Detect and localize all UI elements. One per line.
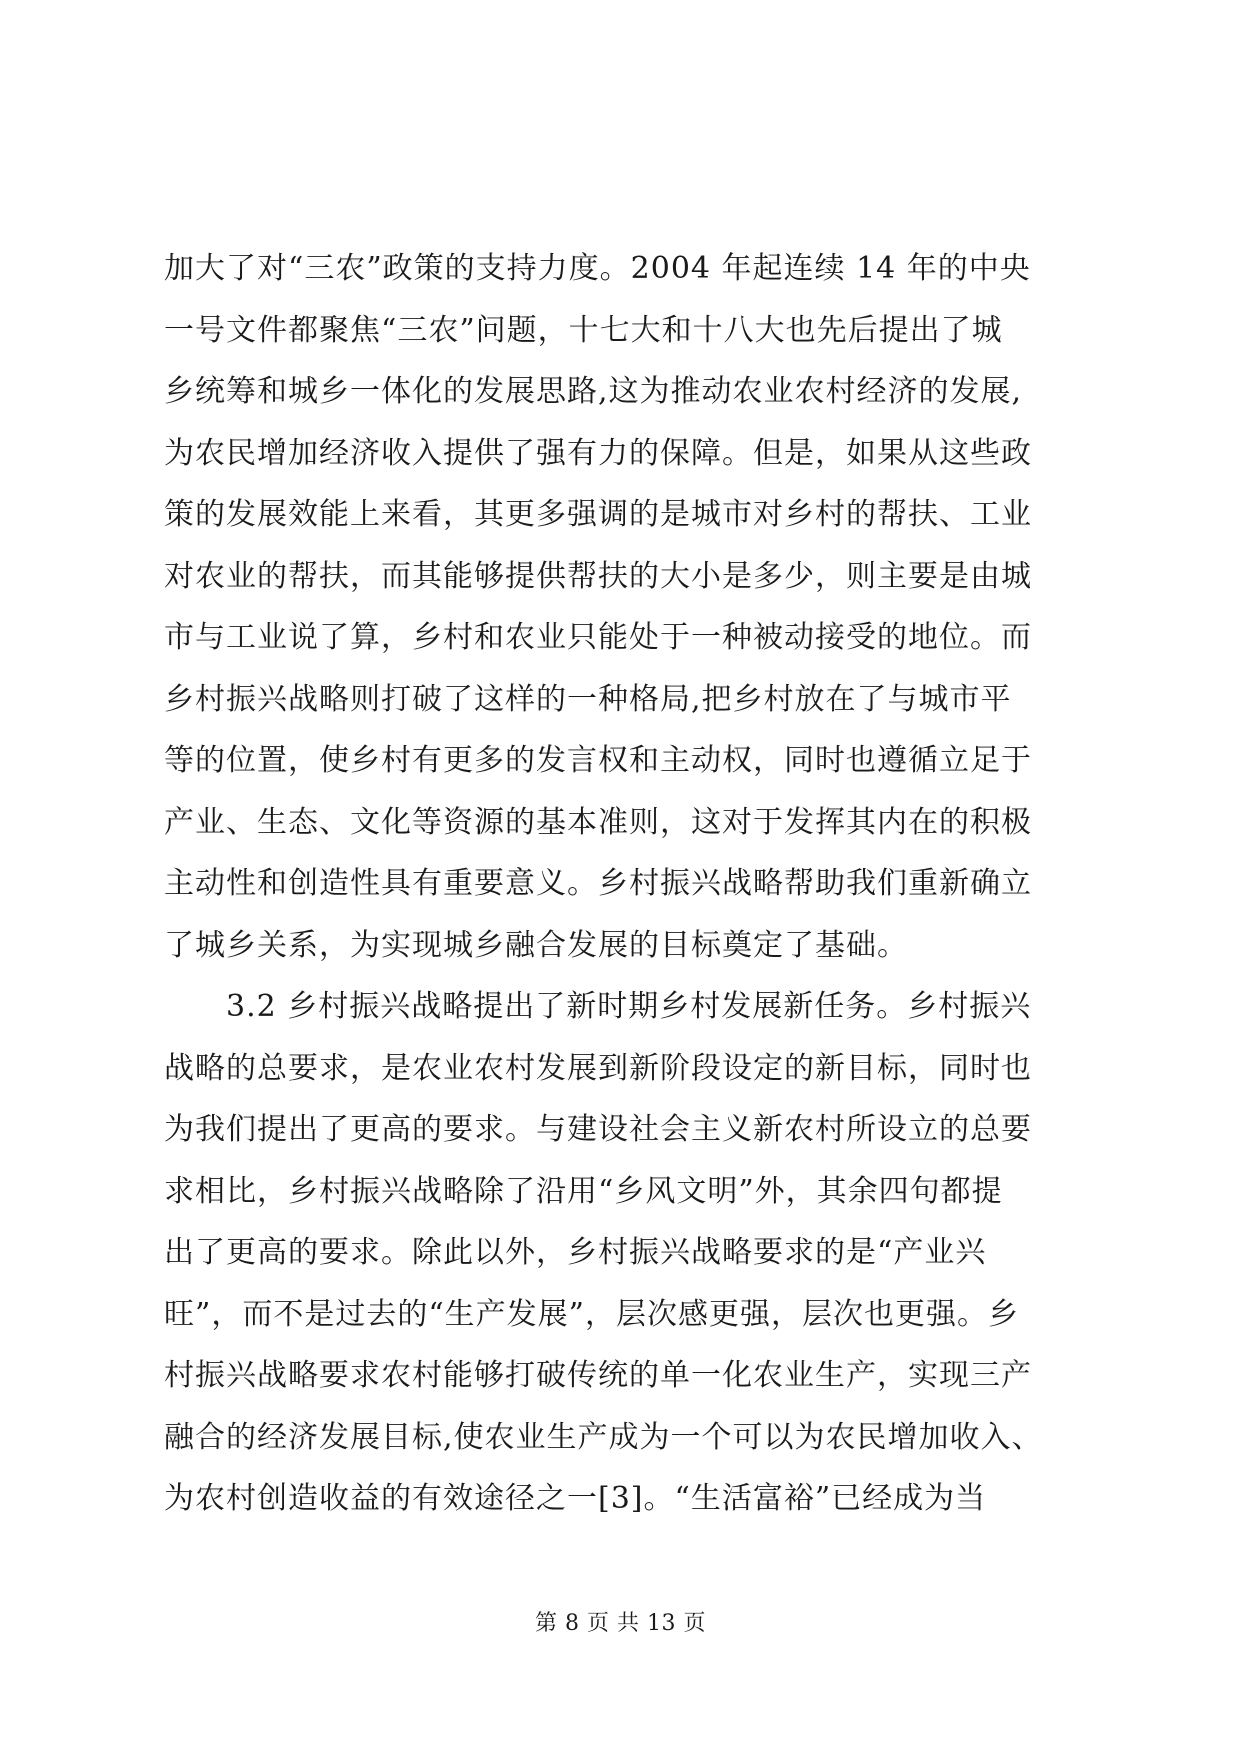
text-line: 为我们提出了更高的要求。与建设社会主义新农村所设立的总要	[164, 1112, 1032, 1147]
text-line: 融合的经济发展目标,使农业生产成为一个可以为农民增加收入、	[164, 1419, 1043, 1455]
text-line: 战略的总要求，是农业农村发展到新阶段设定的新目标，同时也	[164, 1050, 1032, 1086]
text-line: 为农村创造收益的有效途径之一[3]。“生活富裕”已经成为当	[164, 1481, 987, 1516]
text-line: 为农民增加经济收入提供了强有力的保障。但是，如果从这些政	[164, 435, 1032, 471]
text-line: 出了更高的要求。除此以外，乡村振兴战略要求的是“产业兴	[164, 1235, 987, 1270]
body-text	[164, 238, 1124, 1530]
text-line: 对农业的帮扶，而其能够提供帮扶的大小是多少，则主要是由城	[164, 558, 1032, 594]
text-line: 加大了对“三农”政策的支持力度。2004 年起连续 14 年的中央	[164, 251, 1031, 286]
text-line: 策的发展效能上来看，其更多强调的是城市对乡村的帮扶、工业	[164, 497, 1032, 532]
text-line: 一号文件都聚焦“三农”问题，十七大和十八大也先后提出了城	[164, 312, 1003, 348]
text-line: 等的位置，使乡村有更多的发言权和主动权，同时也遵循立足于	[164, 743, 1032, 778]
text-line: 产业、生态、文化等资源的基本准则，这对于发挥其内在的积极	[164, 804, 1032, 840]
text-line: 村振兴战略要求农村能够打破传统的单一化农业生产，实现三产	[164, 1358, 1032, 1393]
text-line: 求相比，乡村振兴战略除了沿用“乡风文明”外，其余四句都提	[164, 1173, 1003, 1209]
text-line: 主动性和创造性具有重要意义。乡村振兴战略帮助我们重新确立	[164, 866, 1032, 901]
text-line: 旺”，而不是过去的“生产发展”，层次感更强，层次也更强。乡	[164, 1296, 1020, 1332]
text-line: 了城乡关系，为实现城乡融合发展的目标奠定了基础。	[164, 927, 908, 963]
page-footer: 第 8 页 共 13 页	[535, 1611, 706, 1636]
text-line: 市与工业说了算，乡村和农业只能处于一种被动接受的地位。而	[164, 620, 1032, 655]
text-line: 乡统筹和城乡一体化的发展思路,这为推动农业农村经济的发展,	[164, 374, 1023, 409]
text-line: 3.2 乡村振兴战略提出了新时期乡村发展新任务。乡村振兴	[226, 989, 1032, 1024]
text-line: 乡村振兴战略则打破了这样的一种格局,把乡村放在了与城市平	[164, 681, 1012, 717]
